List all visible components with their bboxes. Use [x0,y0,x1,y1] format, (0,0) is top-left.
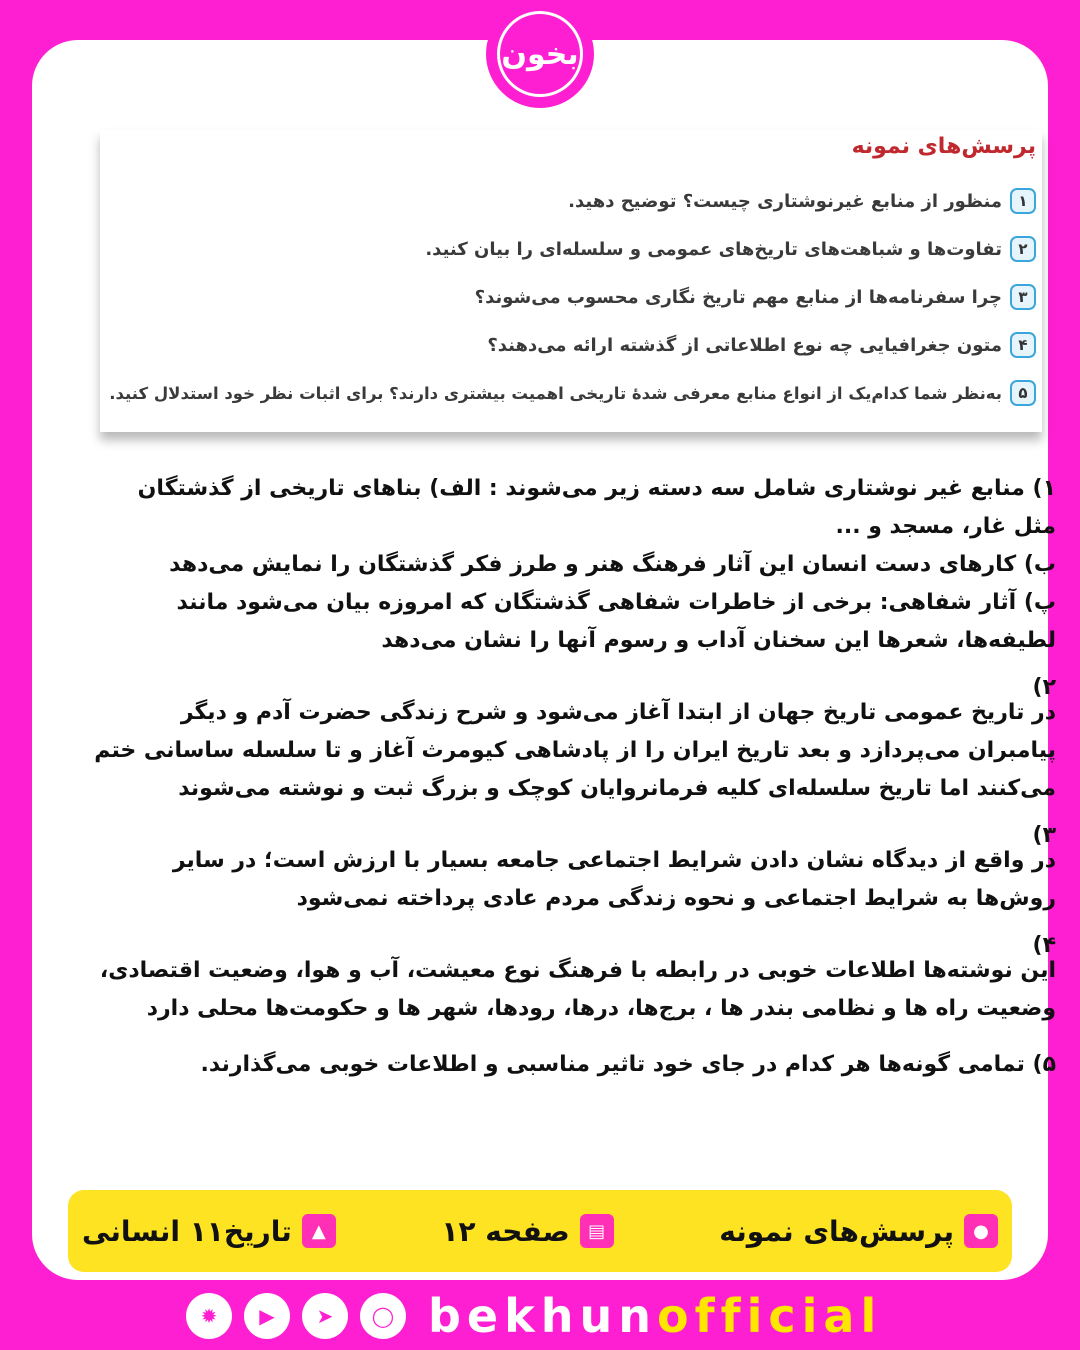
question-3 [475,284,1036,310]
answer-5-text: ۵) تمامی گونه‌ها هر کدام در جای خود تاثیر مناسبی و اطلاعات خوبی می‌گذارند. [200,1052,1056,1077]
brand-part-1: bekhun [428,1289,657,1343]
questions-title: پرسش‌های نمونه [851,134,1036,159]
answer-2-number: ۲) [1032,675,1056,700]
answer-3-text: در واقع از دیدگاه نشان دادن شرایط اجتماعی جامعه بسیار با ارزش است؛ در سایر روش‌ها به شرایط اجتماعی و نحوه زندگی مردم عادی پرداخته نمی‌شود [172,848,1056,911]
aparat-icon[interactable]: ✹ [186,1293,232,1339]
question-number: ۳ [1010,284,1036,310]
answer-2-text: در تاریخ عمومی تاریخ جهان از ابتدا آغاز می‌شود و شرح زندگی حضرت آدم و دیگر پیامبران می‌پردازد و بعد تاریخ ایران را از پادشاهی کیومرث آغاز و تا سلسله ساسانی ختم می‌کنند اما تاریخ سلسله‌ای کلیه فرمانروایان کوچک و بزرگ ثبت و نوشته می‌شوند [94,700,1056,801]
answer-4-number: ۴) [1032,933,1056,958]
question-1 [568,188,1036,214]
answer-1-line-1: ۱) منابع غیر نوشتاری شامل سه دسته زیر می‌شوند : الف) بناهای تاریخی از گذشتگان مثل غار، مسجد و ... [137,476,1056,539]
footer-item-page [441,1214,613,1248]
footer-label: پرسش‌های نمونه [719,1214,954,1248]
sample-questions-box [100,130,1042,432]
question-text: متون جغرافیایی چه نوع اطلاعاتی از گذشته ارائه می‌دهند؟ [487,334,1002,356]
youtube-icon[interactable]: ▶ [244,1293,290,1339]
footer-label: تاریخ۱۱ انسانی [82,1214,292,1248]
question-5 [109,380,1036,406]
answer-3-number: ۳) [1032,823,1056,848]
brand-part-2: official [656,1289,883,1343]
book-icon: ▤ [580,1214,614,1248]
answer-1-line-3: پ) آثار شفاهی: برخی از خاطرات شفاهی گذشتگان که امروزه بیان می‌شود مانند لطیفه‌ها، شعرها این سخنان آداب و رسوم آنها را نشان می‌دهد [176,590,1056,653]
answers-section [92,470,1056,1084]
question-number: ۴ [1010,332,1036,358]
answer-1-line-2: ب) کارهای دست انسان این آثار فرهنگ هنر و طرز فکر گذشتگان را نمایش می‌دهد [169,552,1056,577]
brand-handle[interactable] [428,1289,882,1343]
question-text: تفاوت‌ها و شباهت‌های تاریخ‌های عمومی و سلسله‌ای را بیان کنید. [425,238,1002,260]
content-card [32,40,1056,1280]
footer-info-bar [68,1190,1012,1272]
question-2 [425,236,1036,262]
question-text: به‌نظر شما کدام‌یک از انواع منابع معرفی شدهٔ تاریخی اهمیت بیشتری دارند؟ برای اثبات نظر خود استدلال کنید. [109,383,1002,403]
question-number: ۲ [1010,236,1036,262]
question-number: ۵ [1010,380,1036,406]
footer-item-subject [82,1214,336,1248]
bekhun-logo [486,0,594,108]
teacher-icon: ● [964,1214,998,1248]
footer-item-sample-questions [719,1214,998,1248]
footer-label: صفحه ۱۲ [441,1214,570,1248]
telegram-icon[interactable]: ➤ [302,1293,348,1339]
question-text: منظور از منابع غیرنوشتاری چیست؟ توضیح دهید. [568,190,1002,212]
question-text: چرا سفرنامه‌ها از منابع مهم تاریخ نگاری محسوب می‌شوند؟ [474,286,1002,308]
instagram-icon[interactable]: ◯ [360,1293,406,1339]
question-number: ۱ [1010,188,1036,214]
answer-4-text: این نوشته‌ها اطلاعات خوبی در رابطه با فرهنگ نوع معیشت، آب و هوا، وضعیت اقتصادی، وضعیت راه ها و نظامی بندر ها ، برج‌ها، درها، رودها، شهر ها و حکومت‌ها محلی دارد [99,958,1056,1021]
social-bar [186,1288,882,1344]
question-4 [487,332,1036,358]
graduation-cap-icon: ▲ [302,1214,336,1248]
logo-text: بخون [497,11,583,97]
